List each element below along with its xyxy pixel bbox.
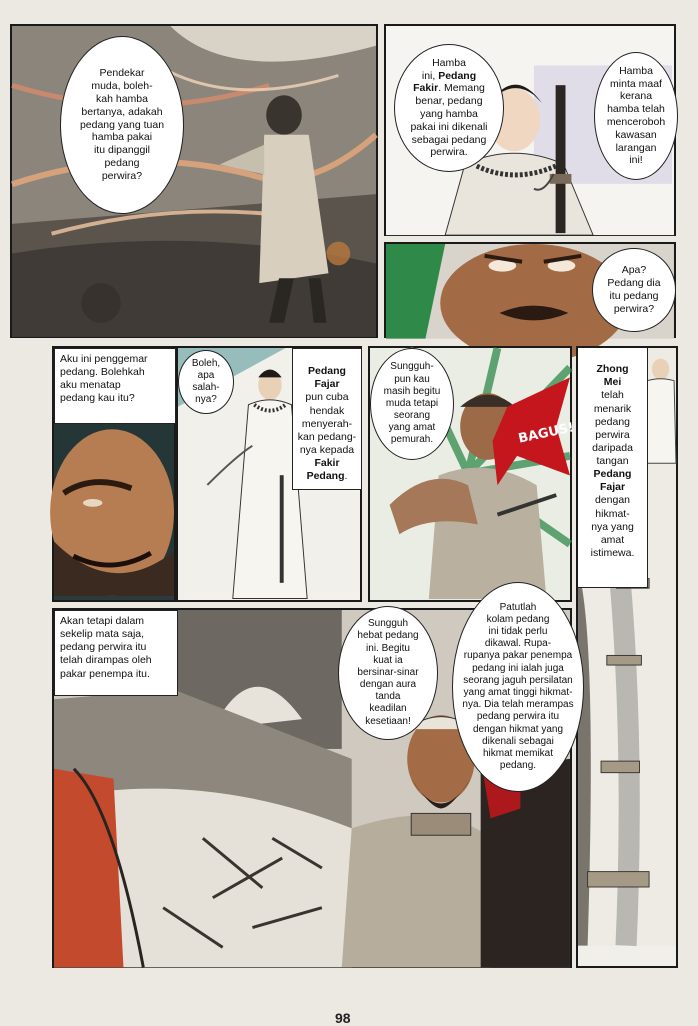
panel-7-caption-bold-1: Zhong Mei	[596, 363, 629, 389]
panel-2-speech-bold: Pedang Fakir	[413, 69, 477, 95]
panel-6-sfx: BAGUS!	[517, 420, 576, 447]
panel-3	[384, 242, 676, 338]
panel-8	[52, 601, 574, 968]
panel-5-caption-bold-2: Fakir Pedang	[306, 457, 345, 483]
panel-2-speech-pre: Hamba ini,	[421, 56, 466, 82]
panel-5	[176, 346, 362, 602]
panel-8-speech-bubble-right: Patutlah kolam pedang ini tidak perlu dikawal. Rupa- rupanya pakar penempa pedang ini ialah juga seorang jaguh persilatan yang amat tinggi hikmat- nya. Dia telah merampas pedang perwira itu dengan hikmat yang dikenali sebagai hikmat memikat pedang.	[452, 582, 584, 792]
panel-2-speech-post: . Memang benar, pedang yang hamba pakai ini dikenali sebagai pedang perwira.	[410, 82, 488, 159]
panel-4	[52, 346, 176, 602]
panel-6	[368, 346, 576, 602]
panel-5-caption	[292, 348, 362, 490]
panel-7-caption-end: dengan hikmat- nya yang amat istimewa.	[590, 494, 635, 559]
panel-7-caption	[578, 348, 648, 588]
panel-8-speech-bubble-middle: Sungguh hebat pedang ini. Begitu kuat ia bersinar-sinar dengan aura tanda keadilan kesetiaan!	[338, 606, 438, 740]
panel-1	[10, 24, 378, 338]
panel-4-caption: Aku ini penggemar pedang. Bolehkah aku menatap pedang kau itu?	[54, 348, 176, 424]
panel-5-caption-bold-1: Pedang Fajar	[308, 365, 346, 391]
panel-1-art	[12, 26, 376, 337]
panel-7-caption-bold-2: Pedang Fajar	[593, 468, 632, 494]
panel-2-speech-bubble-right: Hamba minta maaf kerana hamba telah menceroboh kawasan larangan ini!	[594, 52, 678, 180]
panel-7	[576, 346, 678, 968]
panel-2	[384, 24, 676, 236]
panel-8-caption: Akan tetapi dalam sekelip mata saja, pedang perwira itu telah dirampas oleh pakar penempa itu.	[54, 610, 178, 696]
panel-5-caption-end: .	[344, 470, 348, 483]
panel-1-speech-bubble: Pendekar muda, boleh- kah hamba bertanya, adakah pedang yang tuan hamba pakai itu dipanggil pedang perwira?	[60, 36, 184, 214]
panel-2-speech-bubble-left	[394, 44, 504, 172]
panel-5-speech-bubble: Boleh, apa salah- nya?	[178, 350, 234, 414]
panel-5-caption-mid: pun cuba hendak menyerah- kan pedang- nya kepada	[297, 391, 357, 456]
panel-6-speech-bubble: Sungguh- pun kau masih begitu muda tetapi seorang yang amat pemurah.	[370, 348, 454, 460]
panel-3-speech-bubble: Apa? Pedang dia itu pedang perwira?	[592, 248, 676, 332]
panel-7-caption-mid: telah menarik pedang perwira daripada tangan	[592, 389, 633, 467]
page-number: 98	[335, 1010, 351, 1026]
